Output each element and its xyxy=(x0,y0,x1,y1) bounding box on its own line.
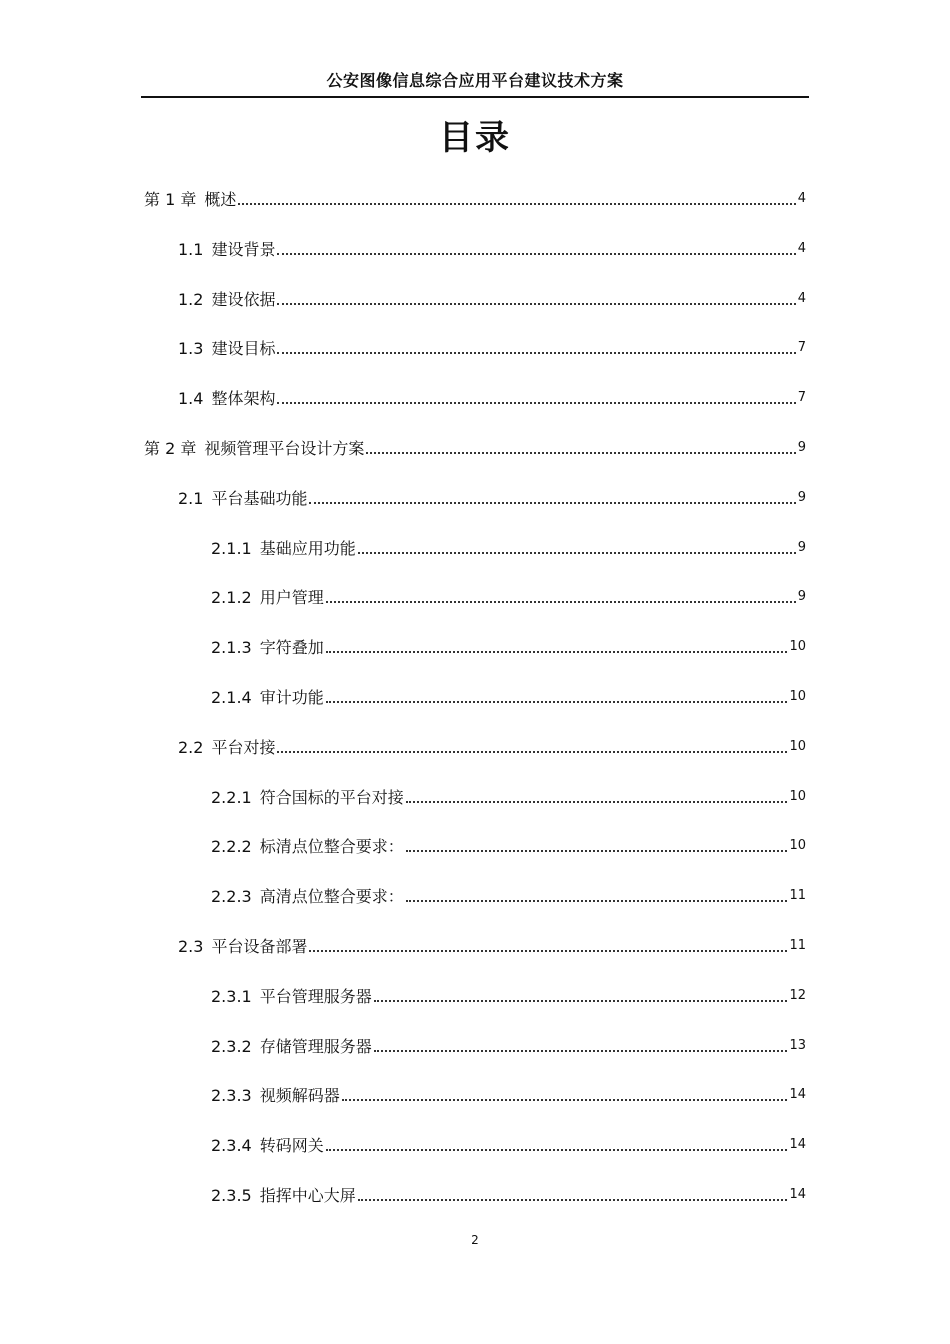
toc-entry-number: 1.3 xyxy=(178,339,204,358)
toc-entry-text: 转码网关 xyxy=(259,1136,324,1155)
toc-entry-label xyxy=(211,537,356,561)
toc-entry-number: 2.2.3 xyxy=(211,887,252,906)
toc-entry[interactable] xyxy=(211,586,806,610)
dot-leader xyxy=(277,351,795,354)
toc-entry-label xyxy=(178,487,307,511)
toc-entry-page: 7 xyxy=(797,340,806,355)
toc-entry-number: 2.3.3 xyxy=(211,1086,252,1105)
toc-entry-page: 4 xyxy=(797,291,806,306)
toc-entry-page: 14 xyxy=(789,1187,806,1202)
toc-entry-text: 存储管理服务器 xyxy=(259,1037,372,1056)
toc-entry-page: 14 xyxy=(789,1087,806,1102)
document-header: 公安图像信息综合应用平台建议技术方案 xyxy=(326,71,624,90)
toc-entry-number: 第 1 章 xyxy=(144,190,197,209)
toc-entry-label xyxy=(211,636,324,660)
toc-entry-label xyxy=(211,835,404,859)
toc-entry-number: 2.2.1 xyxy=(211,788,252,807)
dot-leader xyxy=(277,302,795,305)
dot-leader xyxy=(326,700,788,703)
dot-leader xyxy=(277,401,795,404)
toc-entry[interactable] xyxy=(178,337,806,361)
toc-entry[interactable] xyxy=(178,238,806,262)
toc-entry[interactable] xyxy=(178,736,806,760)
toc-entry[interactable] xyxy=(211,686,806,710)
toc-entry[interactable] xyxy=(211,1134,806,1158)
toc-entry[interactable] xyxy=(211,985,806,1009)
toc-title: 目录 xyxy=(439,118,511,158)
toc-entry-label xyxy=(178,337,275,361)
toc-entry-label xyxy=(178,288,275,312)
toc-entry-text: 平台对接 xyxy=(211,738,276,757)
toc-entry-text: 视频解码器 xyxy=(259,1086,340,1105)
toc-entry-label xyxy=(211,686,324,710)
toc-entry-label xyxy=(178,387,275,411)
toc-entry-label xyxy=(144,188,236,212)
toc-entry-page: 12 xyxy=(789,988,806,1003)
toc-entry-number: 2.3.5 xyxy=(211,1186,252,1205)
toc-entry-page: 7 xyxy=(797,390,806,405)
toc-entry-page: 13 xyxy=(789,1038,806,1053)
toc-entry-label xyxy=(211,1134,324,1158)
toc-entry-text: 用户管理 xyxy=(259,588,324,607)
dot-leader xyxy=(366,451,795,454)
toc-entry-label xyxy=(178,736,275,760)
toc-entry-text: 审计功能 xyxy=(259,688,324,707)
toc-entry-text: 视频管理平台设计方案 xyxy=(204,439,365,458)
header-rule xyxy=(141,96,809,98)
dot-leader xyxy=(277,252,795,255)
toc-entry-text: 字符叠加 xyxy=(259,638,324,657)
dot-leader xyxy=(277,750,787,753)
toc-entry-page: 10 xyxy=(789,639,806,654)
toc-entry[interactable] xyxy=(211,1084,806,1108)
toc-entry-number: 2.1.3 xyxy=(211,638,252,657)
toc-entry[interactable] xyxy=(211,1035,806,1059)
toc-entry-label xyxy=(211,1184,356,1208)
toc-entry-label xyxy=(178,935,307,959)
toc-entry-page: 4 xyxy=(797,241,806,256)
toc-entry-number: 2.3 xyxy=(178,937,204,956)
toc-entry-text: 建设依据 xyxy=(211,290,276,309)
toc-entry-label xyxy=(211,586,324,610)
toc-entry-number: 2.1.1 xyxy=(211,539,252,558)
toc-entry-text: 整体架构 xyxy=(211,389,276,408)
page-number: 2 xyxy=(471,1233,479,1247)
toc-entry[interactable] xyxy=(178,487,806,511)
toc-entry-page: 14 xyxy=(789,1137,806,1152)
toc-entry-number: 2.2 xyxy=(178,738,204,757)
dot-leader xyxy=(342,1098,788,1101)
dot-leader xyxy=(238,202,795,205)
dot-leader xyxy=(406,800,788,803)
toc-entry[interactable] xyxy=(178,935,806,959)
toc-entry-number: 2.1.4 xyxy=(211,688,252,707)
dot-leader xyxy=(326,600,796,603)
toc-entry-page: 4 xyxy=(797,191,806,206)
toc-entry-page: 10 xyxy=(789,739,806,754)
dot-leader xyxy=(358,551,796,554)
dot-leader xyxy=(374,1049,788,1052)
toc-entry[interactable] xyxy=(211,636,806,660)
toc-entry-label xyxy=(211,786,404,810)
toc-entry-label xyxy=(178,238,275,262)
dot-leader xyxy=(406,899,788,902)
toc-entry-page: 11 xyxy=(789,888,806,903)
toc-entry-text: 建设背景 xyxy=(211,240,276,259)
toc-entry-page: 9 xyxy=(797,490,806,505)
toc-entry-label xyxy=(211,1084,340,1108)
toc-entry-text: 平台设备部署 xyxy=(211,937,308,956)
toc-entry-number: 1.1 xyxy=(178,240,204,259)
dot-leader xyxy=(358,1198,788,1201)
toc-entry[interactable] xyxy=(178,288,806,312)
toc-entry-number: 2.3.2 xyxy=(211,1037,252,1056)
toc-entry-page: 9 xyxy=(797,440,806,455)
toc-entry-text: 平台基础功能 xyxy=(211,489,308,508)
toc-entry-label xyxy=(211,1035,372,1059)
toc-entry-text: 指挥中心大屏 xyxy=(259,1186,356,1205)
toc-entry-text: 概述 xyxy=(204,190,237,209)
toc-entry-page: 9 xyxy=(797,589,806,604)
toc-entry-text: 平台管理服务器 xyxy=(259,987,372,1006)
toc-entry-number: 第 2 章 xyxy=(144,439,197,458)
toc-entry-label xyxy=(211,985,372,1009)
dot-leader xyxy=(406,849,788,852)
toc-entry[interactable] xyxy=(211,835,806,859)
toc-entry-page: 10 xyxy=(789,789,806,804)
dot-leader xyxy=(309,501,795,504)
dot-leader xyxy=(326,650,788,653)
toc-entry[interactable] xyxy=(144,188,806,212)
toc-entry-page: 10 xyxy=(789,838,806,853)
toc-entry[interactable] xyxy=(211,885,806,909)
toc-entry-number: 1.2 xyxy=(178,290,204,309)
toc-entry[interactable] xyxy=(144,437,806,461)
toc-entry-page: 9 xyxy=(797,540,806,555)
toc-entry-number: 1.4 xyxy=(178,389,204,408)
toc-entry-number: 2.3.4 xyxy=(211,1136,252,1155)
toc-entry-label xyxy=(144,437,364,461)
toc-entry[interactable] xyxy=(211,537,806,561)
toc-entry-text: 建设目标 xyxy=(211,339,276,358)
dot-leader xyxy=(374,999,788,1002)
toc-entry-number: 2.3.1 xyxy=(211,987,252,1006)
toc-entry[interactable] xyxy=(211,786,806,810)
toc-entry-number: 2.2.2 xyxy=(211,837,252,856)
toc-entry-page: 11 xyxy=(789,938,806,953)
toc-entry[interactable] xyxy=(211,1184,806,1208)
toc-entry-number: 2.1 xyxy=(178,489,204,508)
toc-entry[interactable] xyxy=(178,387,806,411)
toc-entry-text: 高清点位整合要求： xyxy=(259,887,404,906)
toc-entry-label xyxy=(211,885,404,909)
toc-entry-text: 基础应用功能 xyxy=(259,539,356,558)
toc-entry-number: 2.1.2 xyxy=(211,588,252,607)
toc-entry-page: 10 xyxy=(789,689,806,704)
dot-leader xyxy=(309,949,787,952)
toc-entry-text: 标清点位整合要求： xyxy=(259,837,404,856)
toc-entry-text: 符合国标的平台对接 xyxy=(259,788,404,807)
dot-leader xyxy=(326,1148,788,1151)
